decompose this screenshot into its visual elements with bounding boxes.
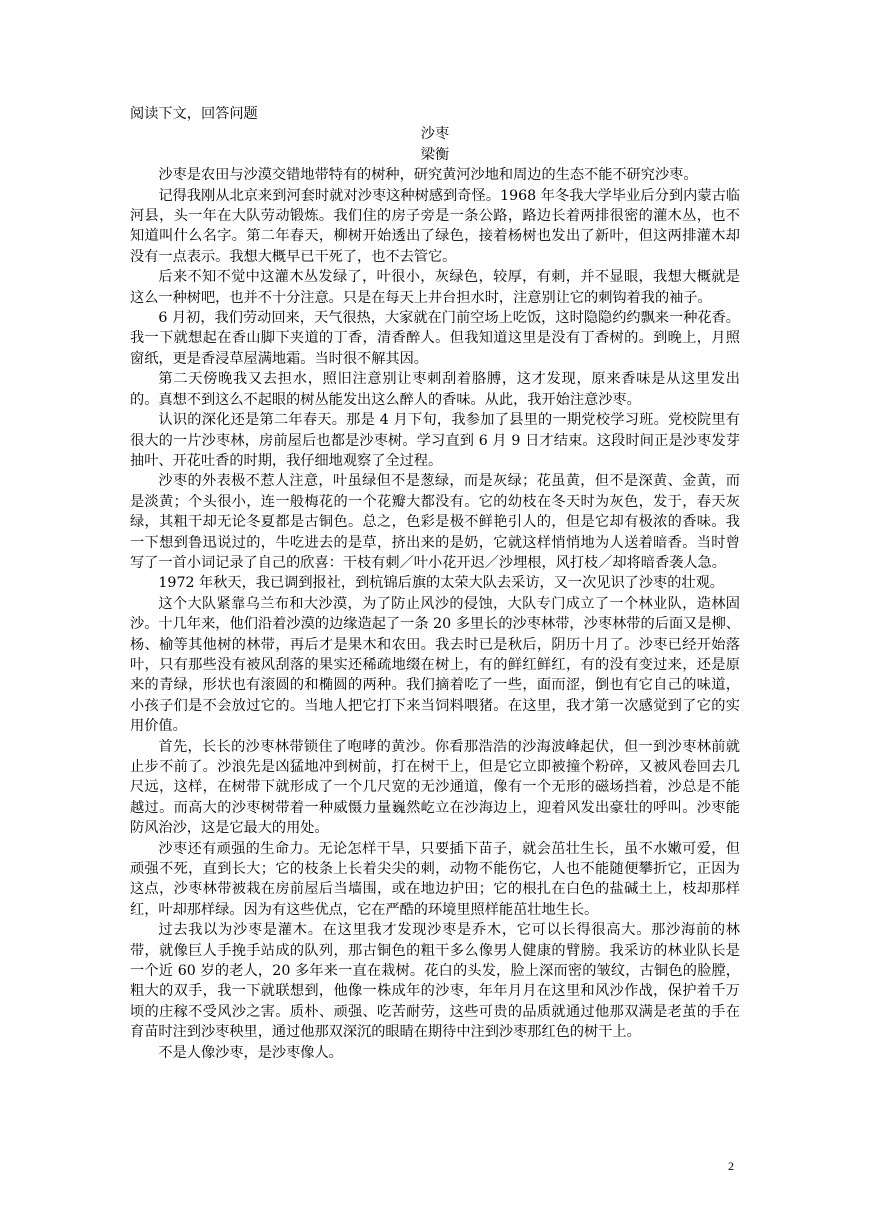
paragraph-10: 首先，长长的沙枣林带锁住了咆哮的黄沙。你看那浩浩的沙海波峰起伏，但一到沙枣林前就止步不前了。沙浪先是凶猛地冲到树前，打在树干上，但是它立即被撞个粉碎，又被风卷回去几尺远，这样，在树带下就形成了一个几尺宽的无沙通道，像有一个无形的磁场挡着，沙总是不能越过。而高大的沙枣树带着一种威慑力量巍然屹立在沙海边上，迎着风发出豪壮的呼叫。沙枣能防风治沙，这是它最大的用处。 [130,738,740,837]
paragraph-11: 沙枣还有顽强的生命力。无论怎样干旱，只要插下苗子，就会茁壮生长，虽不水嫩可爱，但顽强不死，直到长大；它的枝条上长着尖尖的刺，动物不能伤它，人也不能随便攀折它，正因为这点，沙枣林带被栽在房前屋后当墙围，或在地边护田；它的根扎在白色的盐碱土上，枝却那样红，叶却那样绿。因为有这些优点，它在严酷的环境里照样能茁壮地生长。 [130,840,740,918]
paragraph-2: 记得我刚从北京来到河套时就对沙枣这种树感到奇怪。1968 年冬我大学毕业后分到内蒙古临河县，头一年在大队劳动锻炼。我们住的房子旁是一条公路，路边长着两排很密的灌木丛，也不知道叫什么名字。第二年春天，柳树开始透出了绿色，接着杨树也发出了新叶，但这两排灌木却没有一点表示。我想大概早已干死了，也不去管它。 [130,187,740,265]
page-number: 2 [728,1159,734,1173]
paragraph-3: 后来不知不觉中这灌木丛发绿了，叶很小，灰绿色，较厚，有刺，并不显眼，我想大概就是这么一种树吧，也并不十分注意。只是在每天上井台担水时，注意别让它的刺钩着我的袖子。 [130,269,740,306]
paragraph-12: 过去我以为沙枣是灌木。在这里我才发现沙枣是乔木，它可以长得很高大。那沙海前的林带，就像巨人手挽手站成的队列，那古铜色的粗干多么像男人健康的臂膀。我采访的林业队长是一个近 60 岁的老人，20 多年来一直在栽树。花白的头发，脸上深而密的皱纹，古铜色的脸膛，粗大的双手，我一下就联想到，他像一株成年的沙枣，年年月月在这里和风沙作战，保护着千万顷的庄稼不受风沙之害。质朴、顽强、吃苦耐劳，这些可贵的品质就通过他那双满是老茧的手在育苗时注到沙枣秧里，通过他那双深沉的眼睛在期待中注到沙枣那红色的树干上。 [130,922,740,1041]
paragraph-1: 沙枣是农田与沙漠交错地带特有的树种，研究黄河沙地和周边的生态不能不研究沙枣。 [158,167,698,184]
article-title: 沙枣 [420,126,450,143]
paragraph-4: 6 月初，我们劳动回来，天气很热，大家就在门前空场上吃饭，这时隐隐约约飘来一种花香。我一下就想起在香山脚下夹道的丁香，清香醉人。但我知道这里是没有丁香树的。到晚上，月照窗纸，更是香浸草屋满地霜。当时很不解其因。 [130,310,740,367]
paragraph-8: 1972 年秋天，我已调到报社，到杭锦后旗的太荣大队去采访，又一次见识了沙枣的壮观。 [158,575,724,592]
paragraph-13: 不是人像沙枣，是沙枣像人。 [158,1044,343,1061]
article-author: 梁衡 [420,146,450,163]
paragraph-6: 认识的深化还是第二年春天。那是 4 月下旬，我参加了县里的一期党校学习班。党校院里有很大的一片沙枣林，房前屋后也都是沙枣树。学习直到 6 月 9 日才结束。这段时间正是沙枣发芽抽叶、开花吐香的时期，我仔细地观察了全过程。 [130,412,740,469]
paragraph-5: 第二天傍晚我又去担水，照旧注意别让枣刺刮着胳膊，这才发现，原来香味是从这里发出的。真想不到这么不起眼的树丛能发出这么醉人的香味。从此，我开始注意沙枣。 [130,371,740,408]
reading-instruction: 阅读下文，回答问题 [130,106,258,122]
paragraph-9: 这个大队紧靠乌兰布和大沙漠，为了防止风沙的侵蚀，大队专门成立了一个林业队，造林固沙。十几年来，他们沿着沙漠的边缘造起了一条 20 多里长的沙枣林带，沙枣林带的后面又是柳、杨、榆等其他树的林带，再后才是果木和农田。我去时已是秋后，阴历十月了。沙枣已经开始落叶，只有那些没有被风刮落的果实还稀疏地缀在树上，有的鲜红鲜红，有的没有变过来，还是原来的青绿，形状也有滚圆的和椭圆的两种。我们摘着吃了一些，面而涩，倒也有它自己的味道，小孩子们是不会放过它的。当地人把它打下来当饲料喂猪。在这里，我才第一次感觉到了它的实用价值。 [130,595,740,735]
paragraph-7: 沙枣的外表极不惹人注意，叶虽绿但不是葱绿，而是灰绿；花虽黄，但不是深黄、金黄，而是淡黄；个头很小，连一般梅花的一个花瓣大都没有。它的幼枝在冬天时为灰色，发于，春天灰绿，其粗干却无论冬夏都是古铜色。总之，色彩是极不鲜艳引人的，但是它却有极浓的香味。我一下想到鲁迅说过的，牛吃进去的是草，挤出来的是奶，它就这样悄悄地为人送着暗香。当时曾写了一首小词记录了自己的欣喜：干枝有刺／叶小花开迟／沙埋根，风打枝／却将暗香袭人急。 [130,473,740,571]
document-body [130,104,740,1063]
